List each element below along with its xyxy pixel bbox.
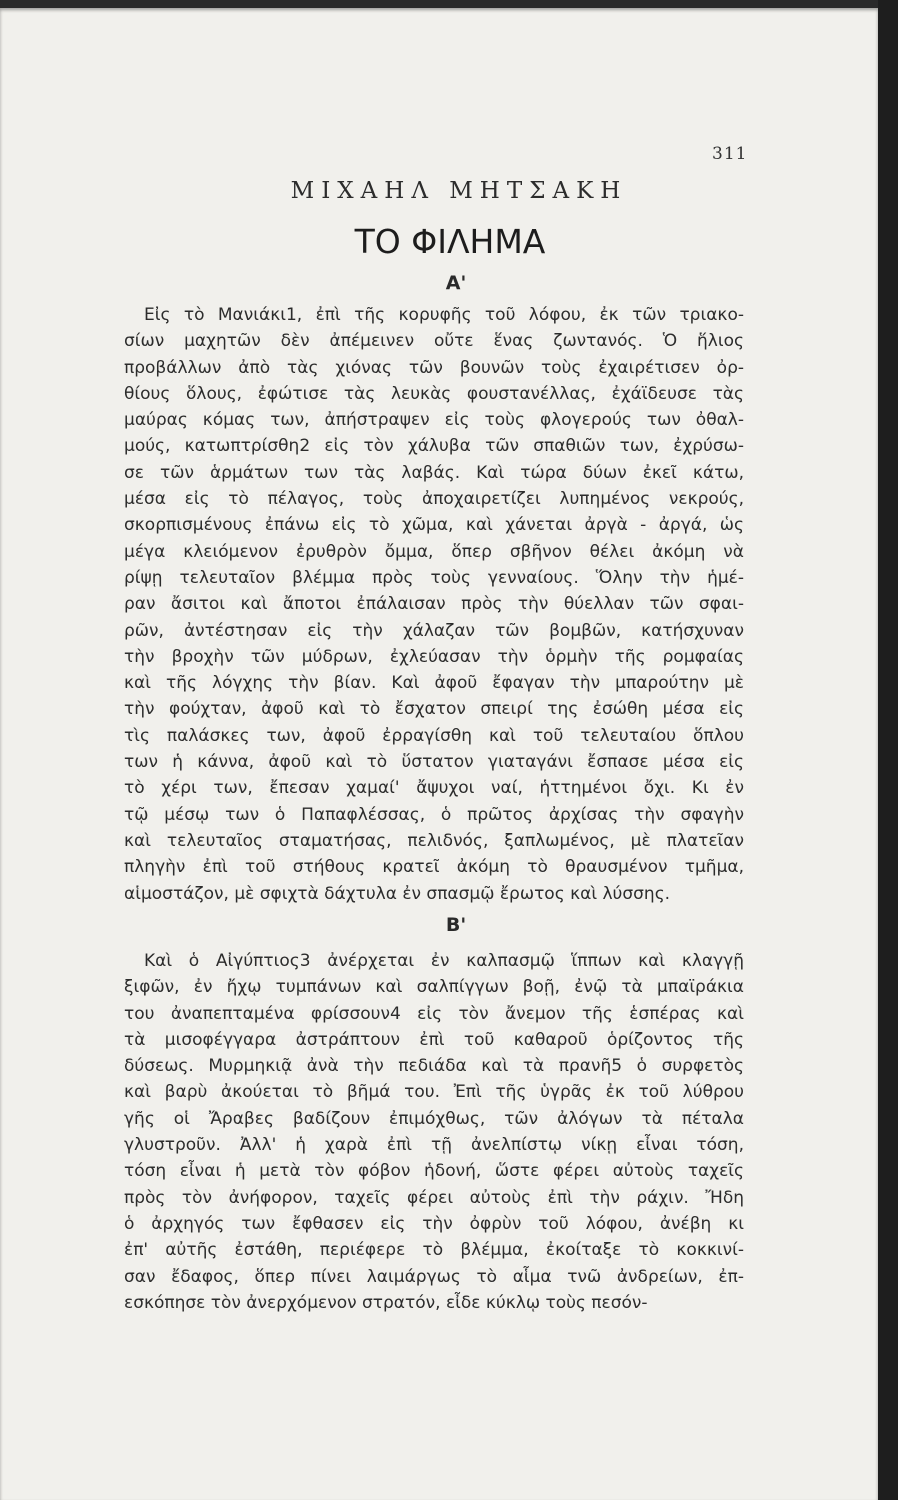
text-line: εσκόπησε τὸν ἀνερχόμενον στρατόν, εἶδε κύκλῳ τοὺς πεσόν- <box>124 1292 648 1313</box>
author-name: ΜΙΧΑΗΛ ΜΗΤΣΑΚΗ <box>290 178 628 204</box>
text-line: ἐπ' αὐτῆς ἐστάθη, περιέφερε τὸ βλέμμα, ἐκοίταξε τὸ κοκκινί- <box>124 1240 744 1261</box>
text-line: μαύρας κόμας των, ἀπήστραψεν εἰς τοὺς φλογερούς των ὀθαλ- <box>124 410 744 431</box>
text-line: ρίψῃ τελευταῖον βλέμμα πρὸς τοὺς γενναίους. Ὅλην τὴν ἡμέ- <box>124 567 744 588</box>
text-line: τὴν φούχταν, ἀφοῦ καὶ τὸ ἔσχατον σπειρί της ἐσώθη μέσα εἰς <box>124 699 744 720</box>
paragraph-a <box>124 302 744 907</box>
text-line: τῷ μέσῳ των ὁ Παπαφλέσσας, ὁ πρῶτος ἀρχίσας τὴν σφαγὴν <box>124 804 744 825</box>
page-number: 311 <box>712 144 748 164</box>
text-line: σκορπισμένους ἐπάνω εἰς τὸ χῶμα, καὶ χάνεται ἀργὰ - ἀργά, ὡς <box>124 515 744 536</box>
text-line: αἱμοστάζον, μὲ σφιχτὰ δάχτυλα ἐν σπασμῷ ἔρωτος καὶ λύσσης. <box>124 883 671 904</box>
text-line: τόση εἶναι ἡ μετὰ τὸν φόβον ἡδονή, ὥστε φέρει αὐτοὺς ταχεῖς <box>124 1161 744 1182</box>
text-line: Εἰς τὸ Μανιάκι1, ἐπὶ τῆς κορυφῆς τοῦ λόφου, ἐκ τῶν τριακο- <box>144 305 744 325</box>
section-heading-b: Β' <box>445 914 467 936</box>
text-line: Καὶ ὁ Αἰγύπτιος3 ἀνέρχεται ἐν καλπασμῷ ἵππων καὶ κλαγγῇ <box>144 951 744 971</box>
text-line: πρὸς τὸν ἀνήφορον, ταχεῖς φέρει αὐτοὺς ἐπὶ τὴν ράχιν. Ἤδη <box>124 1187 744 1208</box>
text-line: του ἀναπεπταμένα φρίσσουν4 εἰς τὸν ἄνεμον τῆς ἑσπέρας καὶ <box>124 1003 744 1024</box>
text-line: των ἡ κάννα, ἀφοῦ καὶ τὸ ὕστατον γιαταγάνι ἔσπασε μέσα εἰς <box>124 752 744 773</box>
text-line: μέγα κλειόμενον ἐρυθρὸν ὄμμα, ὅπερ σβῆνον θέλει ἀκόμη νὰ <box>124 541 744 562</box>
text-line: σίων μαχητῶν δὲν ἀπέμεινεν οὔτε ἕνας ζωντανός. Ὁ ἥλιος <box>124 331 744 352</box>
text-line: καὶ βαρὺ ἀκούεται τὸ βῆμά του. Ἐπὶ τῆς ὑγρᾶς ἐκ τοῦ λύθρου <box>124 1082 744 1103</box>
text-line: μέσα εἰς τὸ πέλαγος, τοὺς ἀποχαιρετίζει λυπημένος νεκρούς, <box>124 489 744 510</box>
text-line: ρῶν, ἀντέστησαν εἰς τὴν χάλαζαν τῶν βομβῶν, κατήσχυναν <box>124 620 744 641</box>
text-line: μούς, κατωπτρίσθη2 εἰς τὸν χάλυβα τῶν σπαθιῶν των, ἐχρύσω- <box>124 436 744 457</box>
section-heading-a: Α' <box>445 272 467 294</box>
text-line: προβάλλων ἀπὸ τὰς χιόνας τῶν βουνῶν τοὺς ἐχαιρέτισεν ὀρ- <box>124 357 744 378</box>
text-line: σαν ἔδαφος, ὅπερ πίνει λαιμάργως τὸ αἷμα τνῶ ἀνδρείων, ἐπ- <box>124 1266 744 1287</box>
text-line: καὶ τῆς λόγχης τὴν βίαν. Καὶ ἀφοῦ ἔφαγαν τὴν μπαρούτην μὲ <box>124 673 744 694</box>
text-line: τὶς παλάσκες των, ἀφοῦ ἐρραγίσθη καὶ τοῦ τελευταίου ὅπλου <box>124 725 744 746</box>
text-line: σε τῶν ἁρμάτων των τὰς λαβάς. Καὶ τώρα δύων ἐκεῖ κάτω, <box>124 462 744 483</box>
text-line: τὸ χέρι των, ἔπεσαν χαμαί' ἄψυχοι ναί, ἡττημένοι ὄχι. Κι ἐν <box>124 778 744 799</box>
text-line: τὰ μισοφέγγαρα ἀστράπτουν ἐπὶ τοῦ καθαροῦ ὁρίζοντος τῆς <box>124 1029 744 1050</box>
text-line: ραν ἄσιτοι καὶ ἄποτοι ἐπάλαισαν πρὸς τὴν θύελλαν τῶν σφαι- <box>124 594 744 615</box>
text-line: γῆς οἱ Ἄραβες βαδίζουν ἐπιμόχθως, τῶν ἀλόγων τὰ πέταλα <box>124 1108 744 1129</box>
text-line: ὁ ἀρχηγός των ἔφθασεν εἰς τὴν ὀφρὺν τοῦ λόφου, ἀνέβη κι <box>124 1213 744 1234</box>
text-line: θίους ὅλους, ἐφώτισε τὰς λευκὰς φουστανέλλας, ἐχάϊδευσε τὰς <box>124 383 744 404</box>
text-line: πληγὴν ἐπὶ τοῦ στήθους κρατεῖ ἀκόμη τὸ θραυσμένον τμῆμα, <box>124 857 744 878</box>
text-line: γλυστροῦν. Ἀλλ' ἡ χαρὰ ἐπὶ τῇ ἀνελπίστῳ νίκῃ εἶναι τόση, <box>124 1135 744 1156</box>
text-line: καὶ τελευταῖος σταματήσας, πελιδνός, ξαπλωμένος, μὲ πλατεῖαν <box>124 830 744 851</box>
paragraph-b <box>124 948 744 1316</box>
text-line: τὴν βροχὴν τῶν μύδρων, ἐχλεύασαν τὴν ὁρμὴν τῆς ρομφαίας <box>124 646 744 667</box>
text-line: ξιφῶν, ἐν ἤχῳ τυμπάνων καὶ σαλπίγγων βοῇ, ἐνῷ τὰ μπαϊράκια <box>124 977 744 998</box>
text-line: δύσεως. Μυρμηκιᾷ ἀνὰ τὴν πεδιάδα καὶ τὰ πρανῆ5 ὁ συρφετὸς <box>124 1056 744 1077</box>
story-title: ΤΟ ΦΙΛΗΜΑ <box>354 222 546 261</box>
